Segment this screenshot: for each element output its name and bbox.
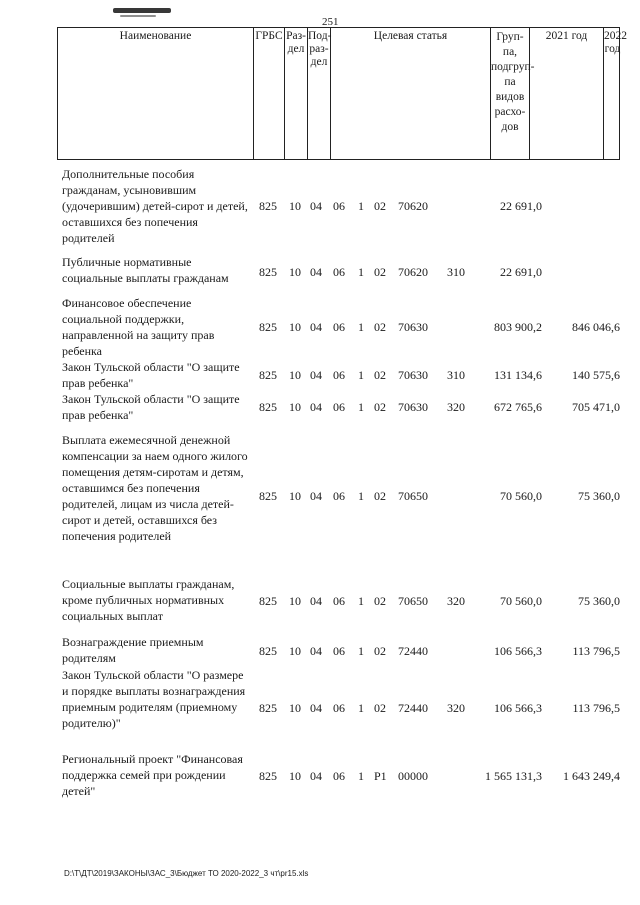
cell-grbs: 825: [259, 400, 277, 414]
cell-podrazdel: 04: [310, 400, 322, 414]
header-grbs: ГРБС: [254, 28, 285, 159]
cell-cs-subprogram: 1: [358, 701, 364, 715]
scan-mark: [120, 15, 156, 17]
cell-name: Закон Тульской области "О размере и порядке выплаты вознаграждения приемным родителям (приемному родителю)": [62, 668, 246, 730]
cell-vr: 310: [447, 368, 465, 382]
cell-razdel: 10: [289, 644, 301, 658]
cell-name: Закон Тульской области "О защите прав ребенка": [62, 392, 240, 422]
file-path-footer: D:\Т\ДТ\2019\ЗАКОНЫ\ЗАС_3\Бюджет ТО 2020-2022_3 чт\pr15.xls: [64, 869, 309, 878]
cell-name: Дополнительные пособия гражданам, усыновившим (удочерившим) детей-сирот и детей, оставшихся без попечения родителей: [62, 167, 248, 245]
cell-name: Социальные выплаты гражданам, кроме публичных нормативных социальных выплат: [62, 577, 235, 623]
cell-podrazdel: 04: [310, 199, 322, 213]
cell-cs-event: 02: [374, 368, 386, 382]
cell-cs-event: 02: [374, 594, 386, 608]
cell-2022: 705 471,0: [572, 400, 620, 414]
table-row: [57, 166, 617, 246]
cell-cs-code: 70650: [398, 594, 428, 608]
header-podrazdel: Под-раз-дел: [308, 28, 331, 159]
page-number: 251: [322, 16, 339, 28]
table-row: [57, 391, 620, 423]
table-row: [57, 751, 620, 801]
cell-grbs: 825: [259, 644, 277, 658]
cell-podrazdel: 04: [310, 265, 322, 279]
cell-grbs: 825: [259, 701, 277, 715]
cell-razdel: 10: [289, 368, 301, 382]
cell-2021: 672 765,6: [494, 400, 542, 414]
cell-name: Выплата ежемесячной денежной компенсации за наем одного жилого помещения детям-сиротам и детям, оставшимся без попечения родителей, лицам из числа детей-сирот и детей, оставшихся без попечения родителей: [62, 433, 248, 543]
table-row: [57, 254, 617, 290]
header-2021: 2021 год: [530, 28, 604, 159]
cell-cs-event: 02: [374, 644, 386, 658]
cell-cs-program: 06: [333, 644, 345, 658]
cell-cs-program: 06: [333, 265, 345, 279]
cell-grbs: 825: [259, 489, 277, 503]
cell-2021: 70 560,0: [500, 489, 542, 503]
cell-cs-code: 72440: [398, 701, 428, 715]
cell-cs-subprogram: 1: [358, 489, 364, 503]
cell-cs-event: 02: [374, 400, 386, 414]
cell-cs-event: 02: [374, 199, 386, 213]
cell-vr: 320: [447, 400, 465, 414]
cell-vr: 310: [447, 265, 465, 279]
cell-2022: 846 046,6: [572, 320, 620, 334]
cell-cs-event: 02: [374, 489, 386, 503]
cell-cs-program: 06: [333, 701, 345, 715]
cell-2021: 1 565 131,3: [485, 769, 542, 783]
cell-vr: 320: [447, 701, 465, 715]
cell-podrazdel: 04: [310, 644, 322, 658]
cell-2022: 113 796,5: [572, 644, 620, 658]
cell-cs-code: 70620: [398, 199, 428, 213]
cell-2022: 140 575,6: [572, 368, 620, 382]
cell-podrazdel: 04: [310, 368, 322, 382]
cell-razdel: 10: [289, 769, 301, 783]
cell-cs-code: 70630: [398, 400, 428, 414]
header-celevaya: Целевая статья: [331, 28, 491, 159]
cell-2021: 131 134,6: [494, 368, 542, 382]
cell-cs-program: 06: [333, 769, 345, 783]
cell-podrazdel: 04: [310, 594, 322, 608]
table-row: [57, 359, 620, 391]
cell-cs-code: 70630: [398, 320, 428, 334]
cell-grbs: 825: [259, 594, 277, 608]
cell-podrazdel: 04: [310, 701, 322, 715]
cell-cs-program: 06: [333, 400, 345, 414]
cell-grbs: 825: [259, 368, 277, 382]
scan-mark: [113, 8, 171, 13]
cell-cs-subprogram: 1: [358, 265, 364, 279]
cell-razdel: 10: [289, 265, 301, 279]
cell-cs-event: P1: [374, 769, 387, 783]
cell-cs-program: 06: [333, 594, 345, 608]
cell-cs-code: 00000: [398, 769, 428, 783]
cell-cs-event: 02: [374, 320, 386, 334]
cell-name: Закон Тульской области "О защите прав ребенка": [62, 360, 240, 390]
cell-podrazdel: 04: [310, 489, 322, 503]
cell-podrazdel: 04: [310, 320, 322, 334]
cell-name: Финансовое обеспечение социальной поддержки, направленной на защиту прав ребенка: [62, 296, 215, 358]
cell-2022: 75 360,0: [578, 489, 620, 503]
header-name: Наименование: [58, 28, 254, 159]
cell-cs-event: 02: [374, 265, 386, 279]
table-row: [57, 634, 620, 668]
cell-razdel: 10: [289, 594, 301, 608]
cell-cs-event: 02: [374, 701, 386, 715]
cell-cs-code: 70630: [398, 368, 428, 382]
cell-name: Вознаграждение приемным родителям: [62, 635, 204, 665]
table-row: [57, 295, 620, 359]
cell-razdel: 10: [289, 320, 301, 334]
cell-cs-code: 70620: [398, 265, 428, 279]
cell-cs-code: 72440: [398, 644, 428, 658]
cell-name: Региональный проект "Финансовая поддержка семей при рождении детей": [62, 752, 243, 798]
cell-cs-program: 06: [333, 199, 345, 213]
cell-grbs: 825: [259, 199, 277, 213]
cell-2021: 70 560,0: [500, 594, 542, 608]
cell-cs-subprogram: 1: [358, 199, 364, 213]
cell-grbs: 825: [259, 320, 277, 334]
cell-cs-subprogram: 1: [358, 769, 364, 783]
cell-2022: 1 643 249,4: [563, 769, 620, 783]
cell-razdel: 10: [289, 400, 301, 414]
cell-cs-subprogram: 1: [358, 594, 364, 608]
cell-vr: 320: [447, 594, 465, 608]
cell-name: Публичные нормативные социальные выплаты гражданам: [62, 255, 229, 285]
cell-grbs: 825: [259, 769, 277, 783]
cell-2021: 106 566,3: [494, 644, 542, 658]
cell-cs-subprogram: 1: [358, 400, 364, 414]
cell-cs-subprogram: 1: [358, 368, 364, 382]
cell-2022: 75 360,0: [578, 594, 620, 608]
cell-cs-program: 06: [333, 320, 345, 334]
header-2022: 2022 год: [604, 30, 627, 55]
cell-cs-subprogram: 1: [358, 320, 364, 334]
table-header: [57, 27, 627, 160]
cell-2022: 113 796,5: [572, 701, 620, 715]
cell-2021: 22 691,0: [500, 265, 542, 279]
cell-cs-subprogram: 1: [358, 644, 364, 658]
header-gruppa: Груп-па, подгруп-па видов расхо-дов: [491, 28, 530, 159]
cell-2021: 22 691,0: [500, 199, 542, 213]
cell-grbs: 825: [259, 265, 277, 279]
cell-razdel: 10: [289, 199, 301, 213]
cell-cs-program: 06: [333, 368, 345, 382]
cell-2021: 803 900,2: [494, 320, 542, 334]
cell-cs-program: 06: [333, 489, 345, 503]
cell-razdel: 10: [289, 489, 301, 503]
cell-2021: 106 566,3: [494, 701, 542, 715]
cell-podrazdel: 04: [310, 769, 322, 783]
table-row: [57, 667, 620, 749]
cell-razdel: 10: [289, 701, 301, 715]
table-row: [57, 432, 620, 560]
table-row: [57, 576, 620, 626]
cell-cs-code: 70650: [398, 489, 428, 503]
header-razdel: Раз-дел: [285, 28, 308, 159]
